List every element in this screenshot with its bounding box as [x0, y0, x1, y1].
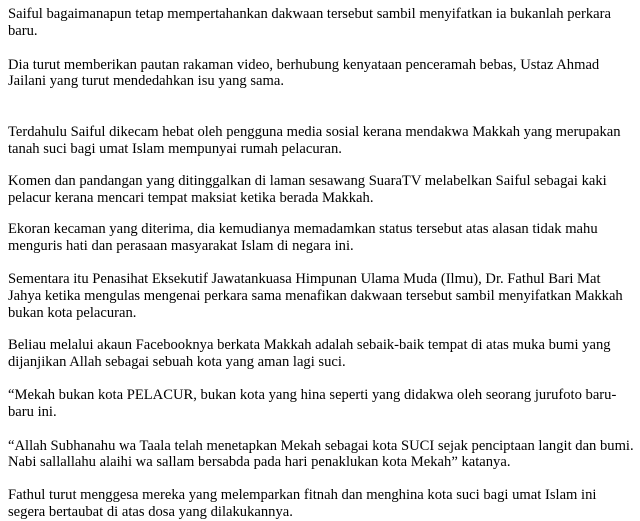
- paragraph: “Allah Subhanahu wa Taala telah menetapkan Mekah sebagai kota SUCI sejak penciptaan langit dan bumi. Nabi sallallahu alaihi wa sallam bersabda pada hari penaklukan kota Mekah” katanya.: [8, 437, 634, 471]
- paragraph: Terdahulu Saiful dikecam hebat oleh pengguna media sosial kerana mendakwa Makkah yang merupakan tanah suci bagi umat Islam mempunyai rumah pelacuran.: [8, 124, 621, 157]
- article-body: [8, 0, 636, 521]
- paragraph: “Mekah bukan kota PELACUR, bukan kota yang hina seperti yang didakwa oleh seorang jurufoto baru-baru ini.: [8, 386, 617, 420]
- paragraph: Sementara itu Penasihat Eksekutif Jawatankuasa Himpunan Ulama Muda (Ilmu), Dr. Fathul Bari Mat Jahya ketika mengulas mengenai perkara sama menafikan dakwaan tersebut sambil menyifatkan Makkah bukan kota pelacuran.: [8, 270, 623, 321]
- paragraph: Fathul turut menggesa mereka yang melemparkan fitnah dan menghina kota suci bagi umat Islam ini segera bertaubat di atas dosa yang dilakukannya.: [8, 487, 597, 520]
- paragraph: Saiful bagaimanapun tetap mempertahankan dakwaan tersebut sambil menyifatkan ia bukanlah perkara baru.: [8, 6, 611, 39]
- paragraph: Ekoran kecaman yang diterima, dia kemudianya memadamkan status tersebut atas alasan tidak mahu menguris hati dan perasaan masyarakat Islam di negara ini.: [8, 221, 598, 255]
- paragraph: Dia turut memberikan pautan rakaman video, berhubung kenyataan penceramah bebas, Ustaz Ahmad Jailani yang turut mendedahkan isu yang sama.: [8, 56, 600, 90]
- paragraph: Beliau melalui akaun Facebooknya berkata Makkah adalah sebaik-baik tempat di atas muka bumi yang dijanjikan Allah sebagai sebuah kota yang aman lagi suci.: [8, 337, 611, 371]
- paragraph: Komen dan pandangan yang ditinggalkan di laman sesawang SuaraTV melabelkan Saiful sebagai kaki pelacur kerana mencari tempat maksiat ketika berada Makkah.: [8, 172, 607, 206]
